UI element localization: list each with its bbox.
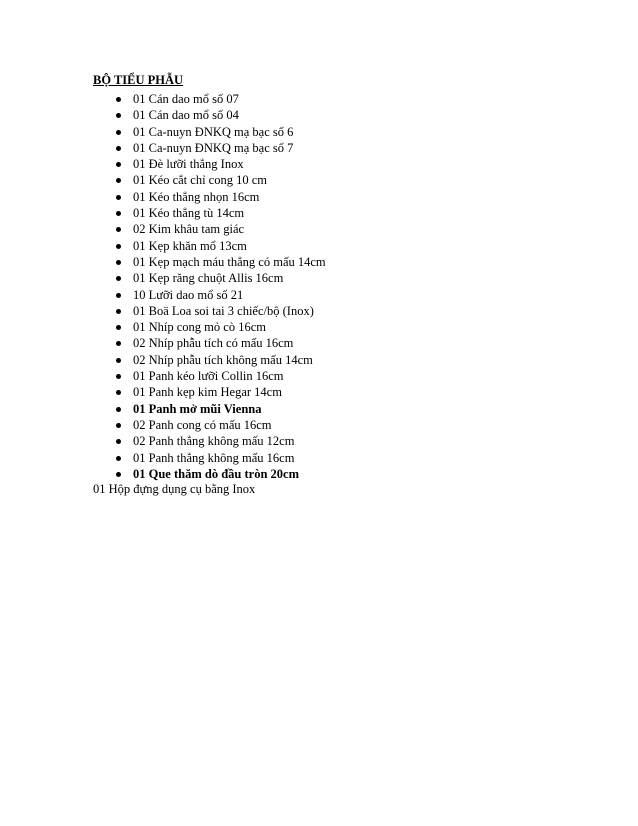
bullet-icon: [116, 358, 121, 363]
bullet-icon: [116, 244, 121, 249]
bullet-icon: [116, 97, 121, 102]
document-title: BỘ TIỂU PHẪU: [93, 73, 184, 87]
bullet-icon: [116, 227, 121, 232]
list-item-text: 02 Panh thẳng không mấu 12cm: [133, 434, 295, 449]
list-item-text: 01 Kẹp răng chuột Allis 16cm: [133, 271, 284, 286]
bullet-icon: [116, 309, 121, 314]
bullet-icon: [116, 407, 121, 412]
list-item-text: 02 Nhíp phẫu tích có mấu 16cm: [133, 336, 294, 351]
bullet-icon: [116, 341, 121, 346]
list-item-text: 01 Kẹp khăn mổ 13cm: [133, 238, 247, 253]
list-item-text: 01 Kéo thẳng nhọn 16cm: [133, 189, 260, 204]
list-item-text: 01 Panh thẳng không mấu 16cm: [133, 450, 295, 465]
list-item-text: 01 Boä Loa soi tai 3 chiếc/bộ (Inox): [133, 303, 314, 318]
bullet-icon: [116, 260, 121, 265]
bullet-icon: [116, 374, 121, 379]
list-item-text: 01 Panh kéo lưỡi Collin 16cm: [133, 369, 284, 384]
bullet-icon: [116, 472, 121, 477]
list-item-text: 01 Kẹp mạch máu thẳng có mấu 14cm: [133, 254, 326, 269]
bullet-icon: [116, 162, 121, 167]
list-item-text: 01 Cán dao mổ số 07: [133, 92, 239, 106]
list-item-text: 01 Que thăm dò đầu tròn 20cm: [133, 466, 299, 481]
bullet-icon: [116, 390, 121, 395]
document-footer-line: 01 Hộp đựng dụng cụ bằng Inox: [93, 482, 256, 496]
list-item-text: 01 Ca-nuyn ĐNKQ mạ bạc số 6: [133, 124, 294, 139]
bullet-icon: [116, 130, 121, 135]
list-item-text: 01 Cán dao mổ số 04: [133, 108, 239, 123]
bullet-icon: [116, 439, 121, 444]
bullet-icon: [116, 113, 121, 118]
list-item-text: 10 Lưỡi dao mổ số 21: [133, 287, 244, 302]
list-item-text: 01 Panh kẹp kim Hegar 14cm: [133, 385, 282, 400]
list-item-text: 02 Nhíp phẫu tích không mấu 14cm: [133, 352, 313, 367]
list-item-text: 01 Panh mở mũi Vienna: [133, 401, 262, 416]
list-item-text: 01 Kéo cắt chỉ cong 10 cm: [133, 173, 267, 188]
bullet-icon: [116, 146, 121, 151]
bullet-icon: [116, 178, 121, 183]
list-item-text: 01 Đè lưỡi thẳng Inox: [133, 157, 244, 172]
bullet-icon: [116, 423, 121, 428]
list-item-text: 01 Ca-nuyn ĐNKQ mạ bạc số 7: [133, 140, 294, 155]
list-item-text: 02 Panh cong có mấu 16cm: [133, 417, 272, 432]
bullet-icon: [116, 211, 121, 216]
bullet-icon: [116, 276, 121, 281]
list-item-text: 01 Kéo thẳng tù 14cm: [133, 206, 245, 221]
bullet-icon: [116, 456, 121, 461]
bullet-icon: [116, 195, 121, 200]
bullet-icon: [116, 325, 121, 330]
list-item-text: 01 Nhíp cong mỏ cò 16cm: [133, 320, 266, 335]
bullet-icon: [116, 293, 121, 298]
list-item-text: 02 Kim khâu tam giác: [133, 222, 245, 237]
